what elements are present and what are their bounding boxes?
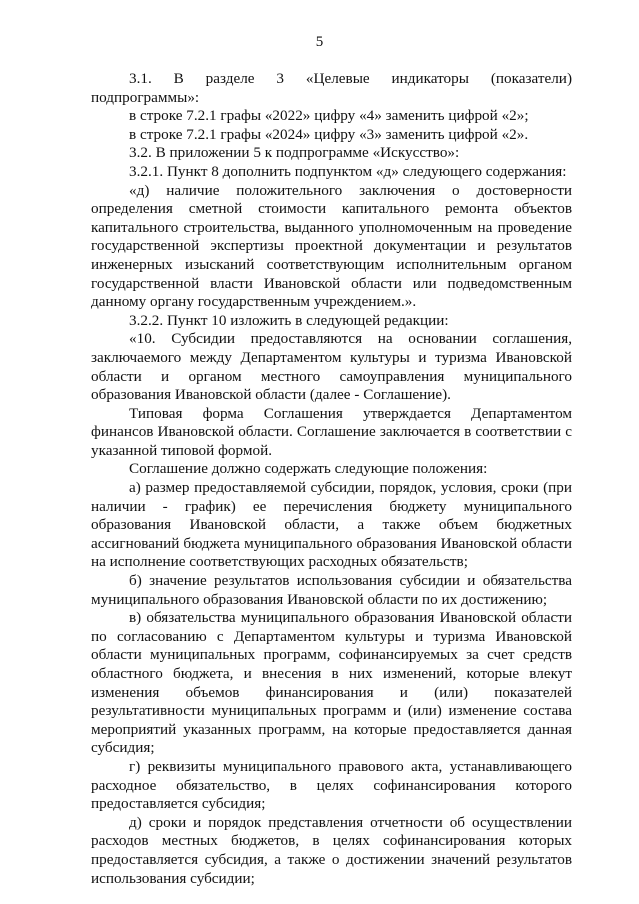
paragraph: в строке 7.2.1 графы «2024» цифру «3» заменить цифрой «2».	[129, 125, 529, 143]
paragraph: 3.2.2. Пункт 10 изложить в следующей редакции:	[129, 311, 449, 329]
paragraph: «д) наличие положительного заключения о достоверности определения сметной стоимости капитального ремонта объектов капитального строительства, выданного уполномоченным на проведение государственной экспертизы проектной документации и результатов инженерных изысканий соответствующим исполнительным органом государственной власти Ивановской области или подведомственным данному органу государственным учреждением.».	[91, 181, 572, 311]
paragraph: Соглашение должно содержать следующие положения:	[129, 460, 488, 478]
paragraph: г) реквизиты муниципального правового акта, устанавливающего расходное обязательство, в целях софинансирования которого предоставляется субсидия;	[91, 757, 572, 813]
paragraph: а) размер предоставляемой субсидии, порядок, условия, сроки (при наличии - график) ее перечисления бюджету муниципального образования Ивановской области, а также объем бюджетных ассигнований бюджета муниципального образования Ивановской области на исполнение соответствующих расходных обязательств;	[91, 479, 572, 571]
paragraph: в) обязательства муниципального образования Ивановской области по согласованию с Департаментом культуры и туризма Ивановской области муниципальных программ, софинансируемых за счет средств областного бюджета, и внесения в них изменений, которые влекут изменения объемов финансирования и (или) показателей результативности муниципальных программ и (или) изменение состава мероприятий указанных программ, на которые предоставляется данная субсидия;	[91, 609, 572, 757]
paragraph: 3.1. В разделе 3 «Целевые индикаторы (показатели) подпрограммы»:	[91, 70, 572, 106]
paragraph: Типовая форма Соглашения утверждается Департаментом финансов Ивановской области. Соглашение заключается в соответствии с указанной типовой формой.	[91, 404, 572, 459]
paragraph: в строке 7.2.1 графы «2022» цифру «4» заменить цифрой «2»;	[129, 107, 529, 125]
paragraph: б) значение результатов использования субсидии и обязательства муниципального образования Ивановской области по их достижению;	[91, 572, 572, 608]
paragraph: д) сроки и порядок представления отчетности об осуществлении расходов местных бюджетов, в целях софинансирования которых предоставляется субсидия, а также о достижении значений результатов использования субсидии;	[91, 813, 572, 887]
document-body	[91, 70, 572, 888]
paragraph: 3.2. В приложении 5 к подпрограмме «Искусство»:	[129, 144, 460, 162]
paragraph: «10. Субсидии предоставляются на основании соглашения, заключаемого между Департаментом культуры и туризма Ивановской области и органом местного самоуправления муниципального образования Ивановской области (далее - Соглашение).	[91, 330, 572, 404]
page-number: 5	[315, 34, 324, 50]
paragraph: 3.2.1. Пункт 8 дополнить подпунктом «д» следующего содержания:	[129, 162, 567, 180]
